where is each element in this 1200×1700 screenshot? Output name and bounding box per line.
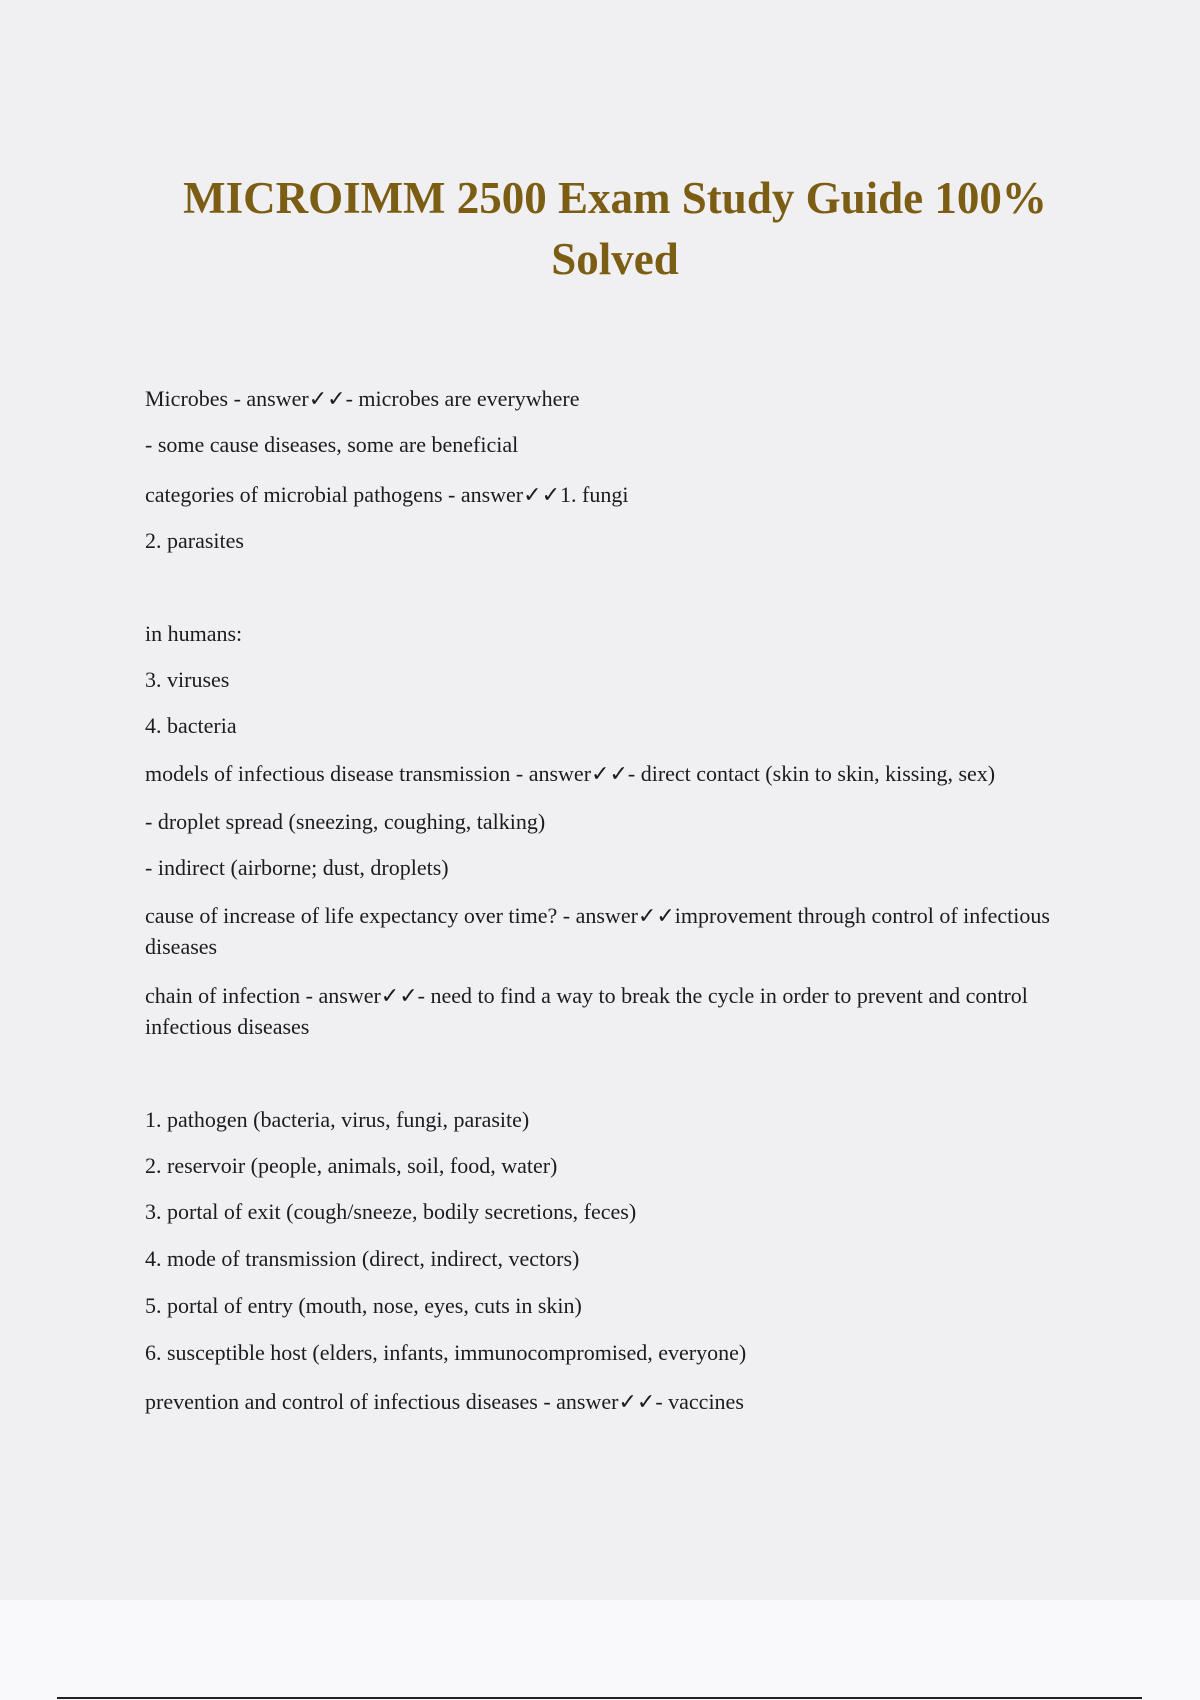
qa-line: - some cause diseases, some are beneficial — [145, 432, 519, 457]
qa-line: 2. reservoir (people, animals, soil, food, water) — [145, 1153, 558, 1178]
qa-line: - droplet spread (sneezing, coughing, talking) — [145, 809, 546, 834]
qa-line: chain of infection - answer✓✓- need to find a way to break the cycle in order to prevent and control infectious diseases — [145, 983, 1034, 1039]
qa-line: 3. viruses — [145, 667, 230, 692]
qa-line: 6. susceptible host (elders, infants, immunocompromised, everyone) — [145, 1340, 747, 1365]
qa-line: prevention and control of infectious diseases - answer✓✓- vaccines — [145, 1389, 744, 1414]
qa-line: - indirect (airborne; dust, droplets) — [145, 855, 449, 880]
qa-line: Microbes - answer✓✓- microbes are everywhere — [145, 386, 580, 411]
document-body — [145, 383, 1090, 1417]
qa-line: 1. pathogen (bacteria, virus, fungi, parasite) — [145, 1107, 530, 1132]
footer-divider — [57, 1697, 1142, 1699]
qa-line: in humans: — [145, 621, 243, 646]
qa-line: 4. mode of transmission (direct, indirect, vectors) — [145, 1246, 580, 1271]
qa-line: cause of increase of life expectancy over time? - answer✓✓improvement through control of infectious diseases — [145, 903, 1056, 959]
qa-line: 5. portal of entry (mouth, nose, eyes, cuts in skin) — [145, 1293, 582, 1318]
qa-line: 3. portal of exit (cough/sneeze, bodily secretions, feces) — [145, 1199, 637, 1224]
qa-line: 4. bacteria — [145, 713, 237, 738]
document-title: MICROIMM 2500 Exam Study Guide 100% Solved — [183, 173, 1047, 284]
qa-line: 2. parasites — [145, 528, 244, 553]
qa-line: models of infectious disease transmission - answer✓✓- direct contact (skin to skin, kissing, sex) — [145, 761, 996, 786]
qa-line: categories of microbial pathogens - answer✓✓1. fungi — [145, 482, 629, 507]
